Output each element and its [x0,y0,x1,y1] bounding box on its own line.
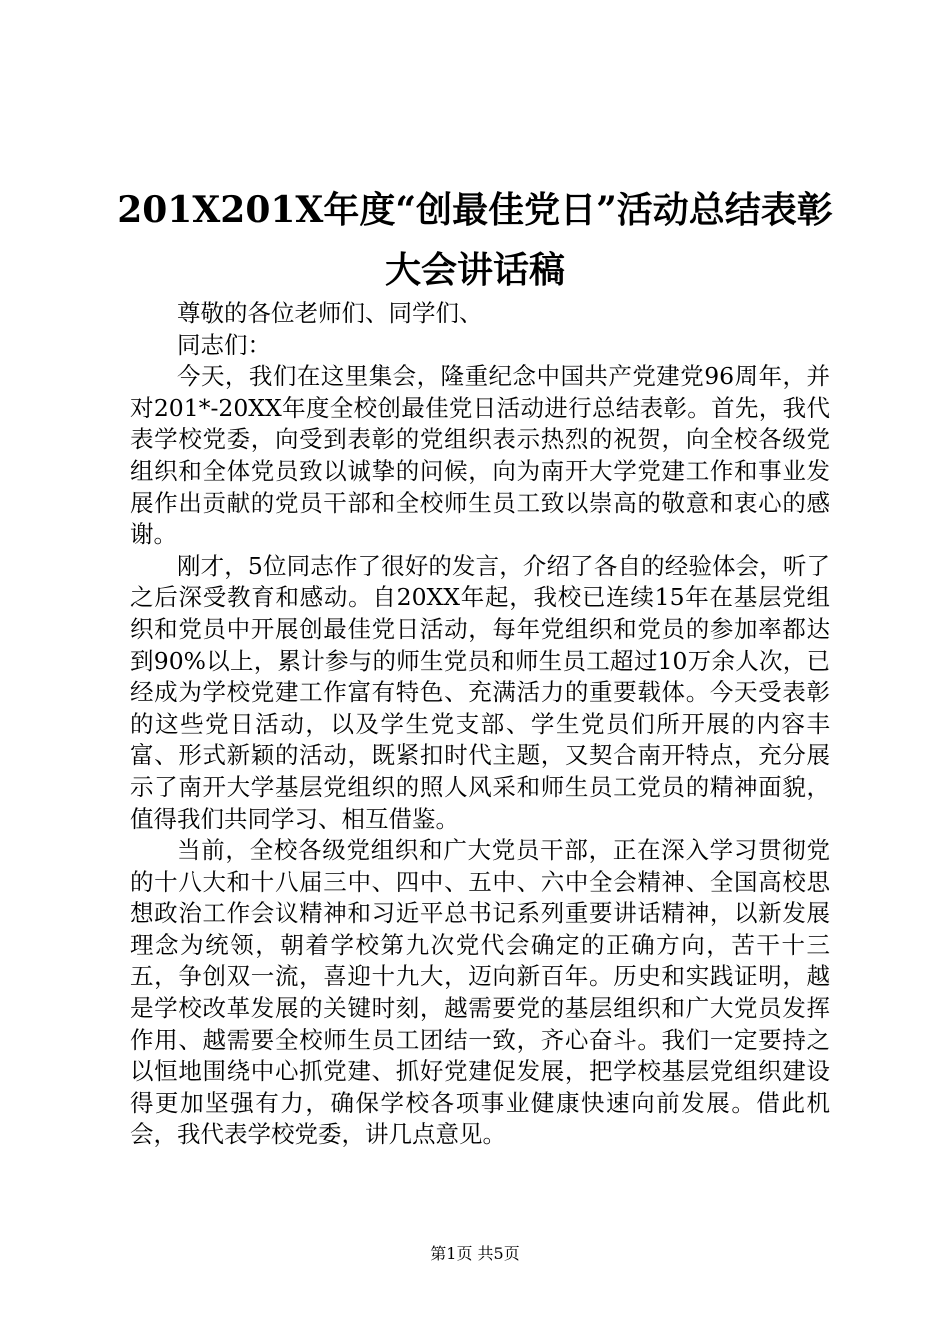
paragraph-3: 当前，全校各级党组织和广大党员干部，正在深入学习贯彻党的十八大和十八届三中、四中、五中、六中全会精神、全国高校思想政治工作会议精神和习近平总书记系列重要讲话精神，以新发展理念为统领，朝着学校第九次党代会确定的正确方向，苦干十三五，争创双一流，喜迎十九大，迈向新百年。历史和实践证明，越是学校改革发展的关键时刻，越需要党的基层组织和广大党员发挥作用、越需要全校师生员工团结一致，齐心奋斗。我们一定要持之以恒地围绕中心抓党建、抓好党建促发展，把学校基层党组织建设得更加坚强有力，确保学校各项事业健康快速向前发展。借此机会，我代表学校党委，讲几点意见。 [130,836,830,1149]
document-body [130,298,830,1151]
paragraph-2: 刚才，5位同志作了很好的发言，介绍了各自的经验体会，听了之后深受教育和感动。自20XX年起，我校已连续15年在基层党组织和党员中开展创最佳党日活动，每年党组织和党员的参加率都达到90%以上，累计参与的师生党员和师生员工超过10万余人次，已经成为学校党建工作富有特色、充满活力的重要载体。今天受表彰的这些党日活动，以及学生党支部、学生党员们所开展的内容丰富、形式新颖的活动，既紧扣时代主题，又契合南开特点，充分展示了南开大学基层党组织的照人风采和师生员工党员的精神面貌，值得我们共同学习、相互借鉴。 [130,551,830,833]
paragraph-1: 今天，我们在这里集会，隆重纪念中国共产党建党96周年，并对201*-20XX年度全校创最佳党日活动进行总结表彰。首先，我代表学校党委，向受到表彰的党组织表示热烈的祝贺，向全校各级党组织和全体党员致以诚挚的问候，向为南开大学党建工作和事业发展作出贡献的党员干部和全校师生员工致以崇高的敬意和衷心的感谢。 [130,362,830,549]
document-title-line1: 201X201X年度“创最佳党日”活动总结表彰 [117,189,833,231]
document-title-line2: 大会讲话稿 [384,249,565,291]
page-footer: 第1页 共5页 [430,1244,520,1263]
salutation-line2: 同志们： [177,330,271,359]
salutation-line1: 尊敬的各位老师们、同学们、 [177,299,483,327]
